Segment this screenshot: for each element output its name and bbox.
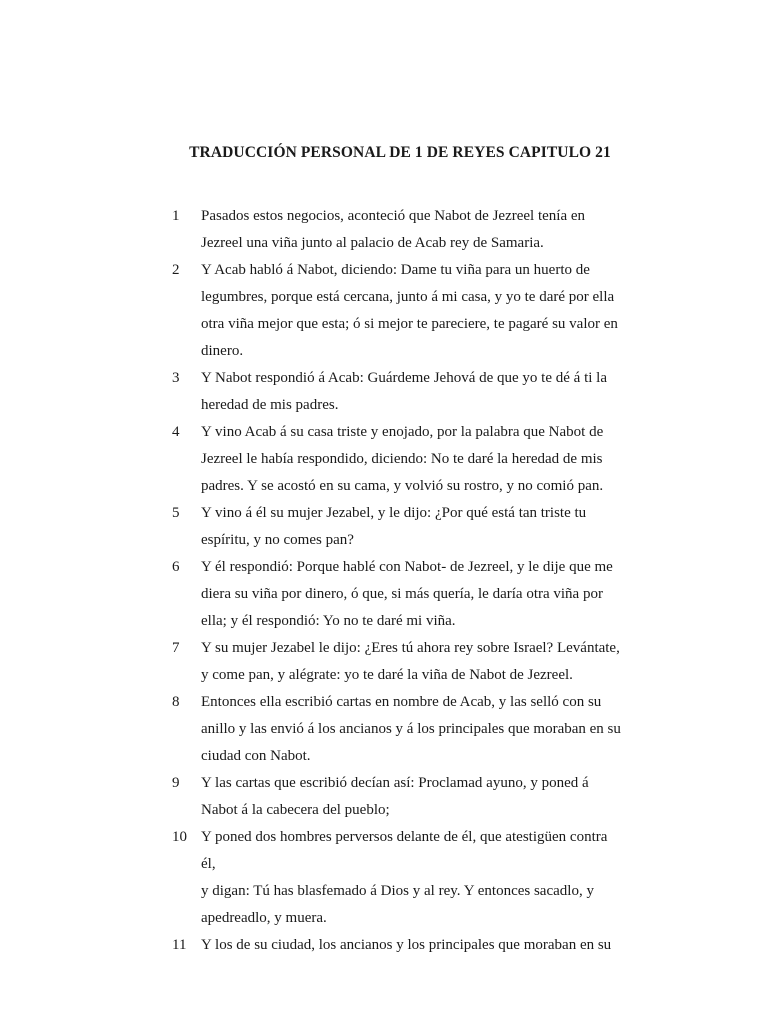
verse-item	[0, 770, 768, 824]
page-title: TRADUCCIÓN PERSONAL DE 1 DE REYES CAPITULO 21	[189, 144, 611, 161]
verse-item	[0, 500, 768, 554]
verse-number: 8	[172, 694, 180, 710]
verse-list	[0, 203, 768, 959]
verse-number: 1	[172, 208, 180, 224]
verse-text: Y él respondió: Porque hablé con Nabot- de Jezreel, y le dije que me diera su viña por dinero, ó que, si más quería, le daría otra viña por ella; y él respondió: Yo no te daré mi viña.	[201, 559, 613, 629]
verse-item	[0, 203, 768, 257]
verse-text: Entonces ella escribió cartas en nombre de Acab, y las selló con su anillo y las envió á los ancianos y á los principales que moraban en su ciudad con Nabot.	[201, 694, 621, 764]
verse-text: Y vino á él su mujer Jezabel, y le dijo: ¿Por qué está tan triste tu espíritu, y no comes pan?	[201, 505, 587, 548]
verse-number: 3	[172, 370, 180, 386]
verse-text: Pasados estos negocios, aconteció que Nabot de Jezreel tenía en Jezreel una viña junto al palacio de Acab rey de Samaria.	[201, 208, 586, 251]
verse-item	[0, 365, 768, 419]
verse-item	[0, 554, 768, 635]
verse-text: Y Acab habló á Nabot, diciendo: Dame tu viña para un huerto de legumbres, porque está cercana, junto á mi casa, y yo te daré por ella otra viña mejor que esta; ó si mejor te pareciere, te pagaré su valor en dinero.	[201, 262, 618, 359]
verse-number: 5	[172, 505, 180, 521]
verse-text: Y las cartas que escribió decían así: Proclamad ayuno, y poned á Nabot á la cabecera del pueblo;	[201, 775, 589, 818]
verse-text: Y poned dos hombres perversos delante de él, que atestigüen contra él, y digan: Tú has blasfemado á Dios y al rey. Y entonces sacadlo, y apedreadlo, y muera.	[201, 829, 608, 926]
verse-item	[0, 635, 768, 689]
verse-item	[0, 257, 768, 365]
verse-number: 6	[172, 559, 180, 575]
verse-number: 11	[172, 937, 187, 953]
verse-text: Y Nabot respondió á Acab: Guárdeme Jehová de que yo te dé á ti la heredad de mis padres.	[201, 370, 607, 413]
verse-item	[0, 419, 768, 500]
verse-item	[0, 932, 768, 959]
verse-text: Y su mujer Jezabel le dijo: ¿Eres tú ahora rey sobre Israel? Levántate, y come pan, y alégrate: yo te daré la viña de Nabot de Jezreel.	[201, 640, 620, 683]
verse-number: 10	[172, 829, 187, 845]
verse-number: 4	[172, 424, 180, 440]
verse-text: Y los de su ciudad, los ancianos y los principales que moraban en su	[201, 937, 612, 953]
verse-text: Y vino Acab á su casa triste y enojado, por la palabra que Nabot de Jezreel le había respondido, diciendo: No te daré la heredad de mis padres. Y se acostó en su cama, y volvió su rostro, y no comió pan.	[201, 424, 604, 494]
verse-number: 7	[172, 640, 180, 656]
verse-item	[0, 689, 768, 770]
verse-item	[0, 824, 768, 932]
verse-number: 2	[172, 262, 180, 278]
verse-number: 9	[172, 775, 180, 791]
